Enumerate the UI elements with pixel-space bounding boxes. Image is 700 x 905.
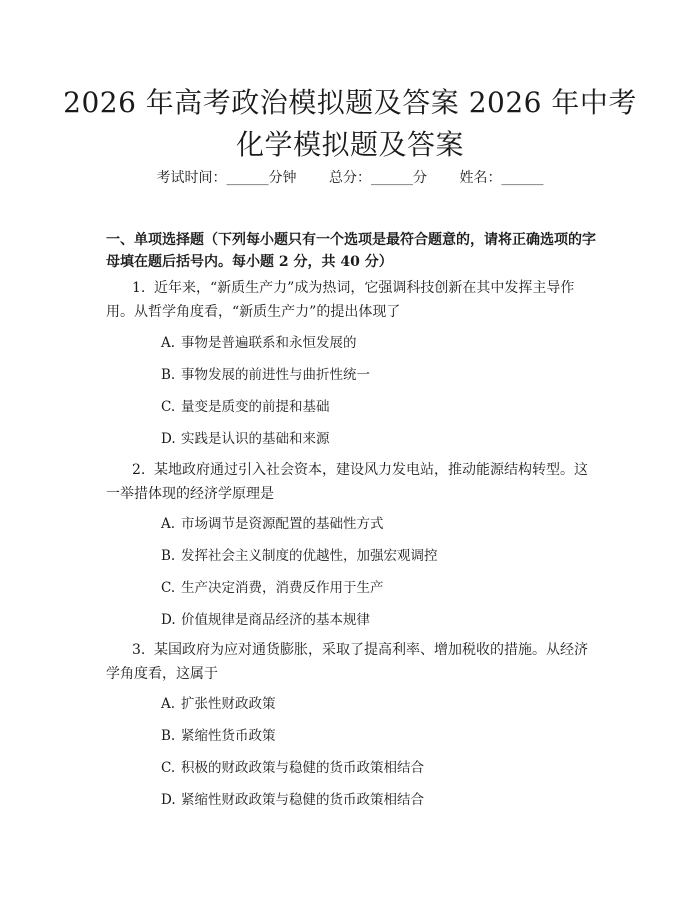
question-number: 2. xyxy=(132,462,146,478)
option-2b: B. 发挥社会主义制度的优越性，加强宏观调控 xyxy=(161,548,438,564)
exam-time: 考试时间：______分钟 xyxy=(156,170,297,186)
question-3 xyxy=(106,638,598,686)
option-2d: D. 价值规律是商品经济的基本规律 xyxy=(161,612,370,628)
exam-name: 姓名：______ xyxy=(459,170,544,186)
exam-score: 总分：______分 xyxy=(329,170,427,186)
option-2c: C. 生产决定消费，消费反作用于生产 xyxy=(161,580,384,596)
title-line-1: 2026 年高考政治模拟题及答案 2026 年中考 xyxy=(63,86,637,119)
document-title xyxy=(0,82,700,166)
option-1a: A. 事物是普遍联系和永恒发展的 xyxy=(161,335,357,351)
option-3d: D. 紧缩性财政政策与稳健的货币政策相结合 xyxy=(161,792,424,808)
title-line-2: 化学模拟题及答案 xyxy=(235,128,464,161)
question-stem: 近年来，“新质生产力”成为热词，它强调科技创新在其中发挥主导作用。从哲学角度看，“新质生产力”的提出体现了 xyxy=(106,280,575,320)
option-1b: B. 事物发展的前进性与曲折性统一 xyxy=(161,367,370,383)
question-number: 3. xyxy=(132,642,146,658)
option-3c: C. 积极的财政政策与稳健的货币政策相结合 xyxy=(161,760,424,776)
question-1 xyxy=(106,276,598,324)
option-1d: D. 实践是认识的基础和来源 xyxy=(161,431,330,447)
exam-meta xyxy=(0,167,700,187)
option-3a: A. 扩张性财政政策 xyxy=(161,696,276,712)
section-header: 一、单项选择题（下列每小题只有一个选项是最符合题意的，请将正确选项的字母填在题后括号内。每小题 2 分，共 40 分） xyxy=(106,232,596,270)
question-stem: 某国政府为应对通货膨胀，采取了提高利率、增加税收的措施。从经济学角度看，这属于 xyxy=(106,642,588,682)
question-2 xyxy=(106,458,598,506)
question-number: 1. xyxy=(132,280,146,296)
option-2a: A. 市场调节是资源配置的基础性方式 xyxy=(161,516,384,532)
option-3b: B. 紧缩性货币政策 xyxy=(161,728,276,744)
question-stem: 某地政府通过引入社会资本，建设风力发电站，推动能源结构转型。这一举措体现的经济学原理是 xyxy=(106,462,588,502)
option-1c: C. 量变是质变的前提和基础 xyxy=(161,399,330,415)
